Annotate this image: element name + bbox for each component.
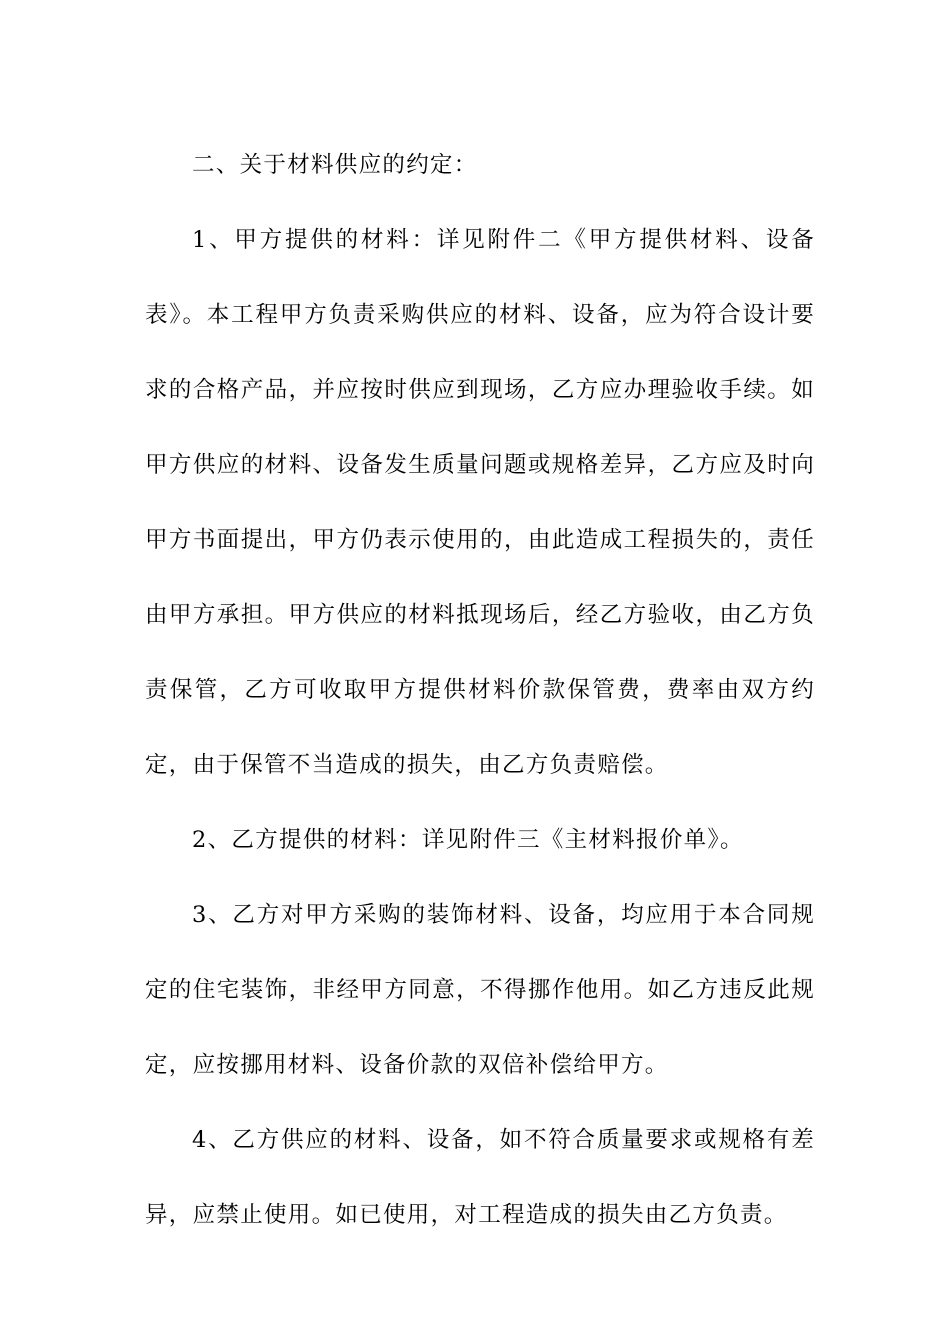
section-heading: 二、关于材料供应的约定： (192, 152, 478, 178)
paragraph-clause-3: 3、乙方对甲方采购的装饰材料、设备，均应用于本合同规定的住宅装饰，非经甲方同意，不得挪作他用。如乙方违反此规定，应按挪用材料、设备价款的双倍补偿给甲方。 (145, 902, 815, 1078)
paragraph-clause-2: 2、乙方提供的材料：详见附件三《主材料报价单》。 (192, 827, 744, 853)
paragraph-clause-4: 4、乙方供应的材料、设备，如不符合质量要求或规格有差异，应禁止使用。如已使用，对工程造成的损失由乙方负责。 (145, 1127, 815, 1228)
paragraph-clause-1: 1、甲方提供的材料：详见附件二《甲方提供材料、设备表》。本工程甲方负责采购供应的材料、设备，应为符合设计要求的合格产品，并应按时供应到现场，乙方应办理验收手续。如甲方供应的材料、设备发生质量问题或规格差异，乙方应及时向甲方书面提出，甲方仍表示使用的，由此造成工程损失的，责任由甲方承担。甲方供应的材料抵现场后，经乙方验收，由乙方负责保管，乙方可收取甲方提供材料价款保管费，费率由双方约定，由于保管不当造成的损失，由乙方负责赔偿。 (145, 227, 815, 778)
document-body (145, 128, 815, 1253)
